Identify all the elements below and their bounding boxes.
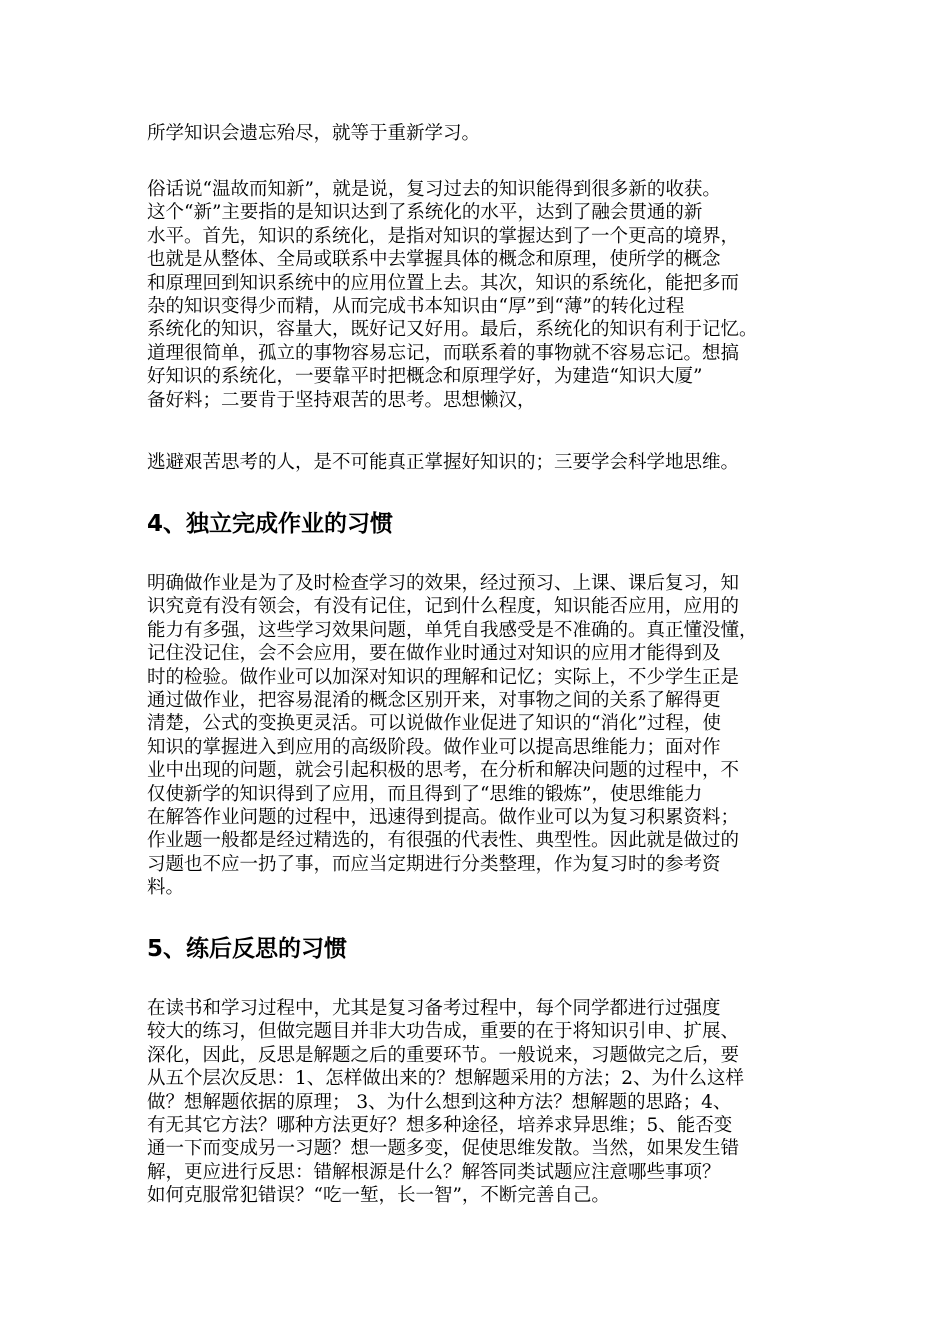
section-heading-4: 4、独立完成作业的习惯 [147,511,394,537]
text-line: 通一下而变成另一习题？想一题多变，促使思维发散。当然，如果发生错 [147,1138,740,1160]
text-line: 在读书和学习过程中，尤其是复习备考过程中，每个同学都进行过强度 [147,998,721,1019]
text-line: 杂的知识变得少而精，从而完成书本知识由“厚”到“薄”的转化过程 [147,295,685,317]
text-line: 这个“新”主要指的是知识达到了系统化的水平，达到了融会贯通的新 [147,202,703,224]
text-line: 解，更应进行反思：错解根源是什么？解答同类试题应注意哪些事项？ [147,1161,721,1183]
text-line: 记住没记住，会不会应用，要在做作业时通过对知识的应用才能得到及 [147,643,721,665]
text-line: 如何克服常犯错误？“吃一堑，长一智”，不断完善自己。 [147,1185,610,1207]
text-line: 从五个层次反思：1、怎样做出来的？想解题采用的方法；2、为什么这样 [147,1068,745,1090]
paragraph-1 [147,122,827,145]
text-line: 料。 [147,877,185,899]
text-line: 也就是从整体、全局或联系中去掌握具体的概念和原理，使所学的概念 [147,249,721,271]
text-line: 俗话说“温故而知新”，就是说，复习过去的知识能得到很多新的收获。 [147,179,721,200]
paragraph-3 [147,451,827,474]
text-line: 较大的练习，但做完题目并非大功告成，重要的在于将知识引申、扩展、 [147,1021,740,1043]
text-line: 有无其它方法？哪种方法更好？想多种途径，培养求异思维；5、能否变 [147,1114,733,1136]
text-line: 明确做作业是为了及时检查学习的效果，经过预习、上课、课后复习，知 [147,573,740,594]
text-line: 道理很简单，孤立的事物容易忘记，而联系着的事物就不容易忘记。想搞 [147,342,740,364]
text-line: 能力有多强，这些学习效果问题，单凭自我感受是不准确的。真正懂没懂， [147,619,758,641]
paragraph-4 [147,572,827,899]
text-line: 好知识的系统化，一要靠平时把概念和原理学好，为建造“知识大厦” [147,366,703,388]
text-line: 习题也不应一扔了事，而应当定期进行分类整理，作为复习时的参考资 [147,853,721,875]
text-line: 业中出现的问题，就会引起积极的思考，在分析和解决问题的过程中，不 [147,760,740,782]
text-line: 知识的掌握进入到应用的高级阶段。做作业可以提高思维能力；面对作 [147,736,721,758]
text-line: 深化，因此，反思是解题之后的重要环节。一般说来，习题做完之后，要 [147,1044,740,1066]
text-line: 仅使新学的知识得到了应用，而且得到了“思维的锻炼”，使思维能力 [147,783,703,805]
text-line: 清楚，公式的变换更灵活。可以说做作业促进了知识的“消化”过程，使 [147,713,721,735]
text-line: 通过做作业，把容易混淆的概念区别开来，对事物之间的关系了解得更 [147,689,721,711]
paragraph-5 [147,997,827,1208]
text-line: 逃避艰苦思考的人，是不可能真正掌握好知识的；三要学会科学地思维。 [147,452,740,473]
text-line: 做？想解题依据的原理； 3、为什么想到这种方法？想解题的思路；4、 [147,1091,732,1113]
section-heading-5: 5、练后反思的习惯 [147,936,348,962]
text-line: 在解答作业问题的过程中，迅速得到提高。做作业可以为复习积累资料； [147,806,740,828]
text-line: 系统化的知识，容量大，既好记又好用。最后，系统化的知识有利于记忆。 [147,319,758,341]
text-line: 水平。首先，知识的系统化，是指对知识的掌握达到了一个更高的境界， [147,225,740,247]
text-line: 作业题一般都是经过精选的，有很强的代表性、典型性。因此就是做过的 [147,830,740,852]
text-line: 识究竟有没有领会，有没有记住，记到什么程度，知识能否应用，应用的 [147,596,740,618]
text-line: 备好料；二要肯于坚持艰苦的思考。思想懒汉， [147,389,536,411]
text-line: 和原理回到知识系统中的应用位置上去。其次，知识的系统化，能把多而 [147,272,740,294]
paragraph-2 [147,178,827,412]
text-line: 所学知识会遗忘殆尽，就等于重新学习。 [147,123,481,144]
text-line: 时的检验。做作业可以加深对知识的理解和记忆；实际上，不少学生正是 [147,666,740,688]
